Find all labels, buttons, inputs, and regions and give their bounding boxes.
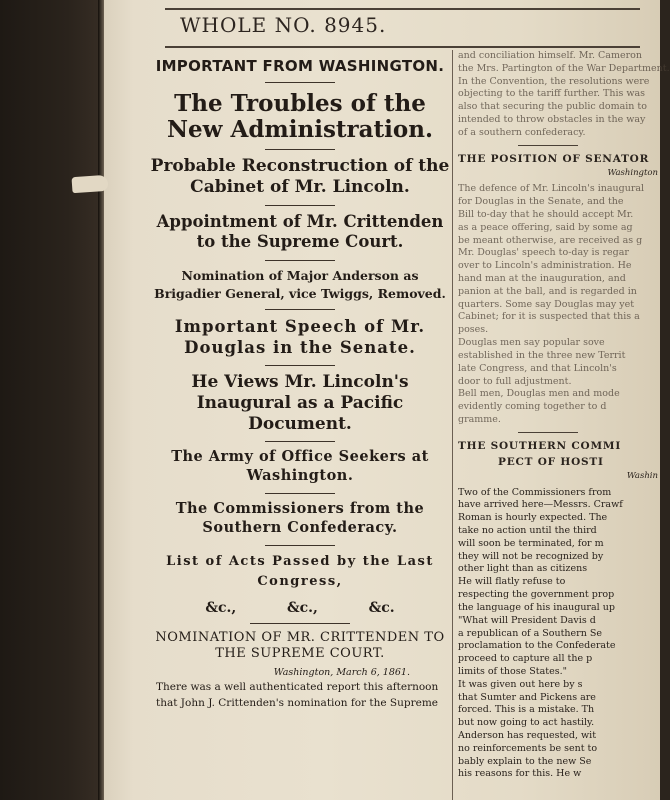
text-line: Cabinet; for it is suspected that this a [458, 311, 640, 323]
text-line: Mr. Douglas' speech to-day is regar [458, 247, 629, 259]
text-line: also that securing the public domain to [458, 101, 647, 113]
article-dateline: Washington, March 6, 1861. [273, 666, 410, 678]
etc-text: &c., [286, 600, 318, 617]
text-line: objecting to the tariff further. This was [458, 88, 646, 100]
text-line: Bell men, Douglas men and mode [458, 388, 620, 400]
headline-inaugural: He Views Mr. Lincoln's Inaugural as a Pacific Document. [191, 372, 409, 434]
text-line: evidently coming together to d [458, 401, 607, 413]
text-line: Roman is hourly expected. The [458, 512, 608, 524]
right-column-mid-text [458, 183, 658, 426]
text-line: established in the three new Territ [458, 349, 626, 361]
right-column [458, 50, 670, 781]
divider [518, 432, 578, 433]
headline-anderson: Nomination of Major Anderson as Brigadier General, vice Twiggs, Removed. [154, 268, 446, 301]
section-title: THE SOUTHERN COMMI [458, 439, 622, 452]
text-line: other light than as citizens [458, 563, 588, 575]
article-headline: NOMINATION OF MR. CRITTENDEN TO THE SUPREME COURT. [155, 630, 445, 662]
etc-row [150, 600, 450, 616]
issue-number: WHOLE NO. 8945. [180, 13, 387, 37]
text-line: intended to throw obstacles in the way [458, 114, 646, 126]
masthead-rule-bottom [165, 46, 640, 48]
headline-important: IMPORTANT FROM WASHINGTON. [155, 57, 445, 75]
text-line: bably explain to the new Se [458, 755, 592, 767]
text-line: the Mrs. Partington of the War Department. [458, 62, 670, 74]
article-body-line: that John J. Crittenden's nomination for the Supreme [156, 697, 438, 710]
headline-office-seekers: The Army of Office Seekers at Washington. [171, 448, 429, 485]
text-line: for Douglas in the Senate, and the [458, 196, 624, 208]
column-rule [452, 50, 453, 800]
text-line: have arrived here—Messrs. Crawf [458, 499, 623, 511]
section-title-cont: PECT OF HOSTI [498, 455, 604, 468]
headline-acts: List of Acts Passed by the Last Congress, [166, 553, 434, 589]
section-title: THE POSITION OF SENATOR [458, 152, 650, 165]
text-line: quarters. Some say Douglas may yet [458, 298, 635, 310]
text-line: hand man at the inauguration, and [458, 273, 626, 285]
headline-troubles: The Troubles of the New Administration. [167, 89, 433, 143]
text-line: Anderson has requested, wit [458, 730, 597, 742]
text-line: Douglas men say popular sove [458, 337, 605, 349]
text-line: gramme. [458, 413, 501, 425]
divider [518, 145, 578, 146]
text-line: door to full adjustment. [458, 375, 572, 387]
text-line: proceed to capture all the p [458, 653, 593, 665]
headline-commissioners: The Commissioners from the Southern Confederacy. [175, 500, 425, 536]
etc-text: &c., [205, 600, 237, 617]
section-dateline: Washin [626, 471, 658, 482]
divider [265, 149, 335, 150]
divider [265, 493, 335, 494]
torn-corner [71, 175, 108, 193]
text-line: late Congress, and that Lincoln's [458, 362, 617, 374]
text-line: The defence of Mr. Lincoln's inaugural [458, 183, 645, 195]
text-line: over to Lincoln's administration. He [458, 260, 632, 272]
headline-crittenden: Appointment of Mr. Crittenden to the Supreme Court. [156, 211, 444, 252]
divider [265, 365, 335, 366]
headline-douglas-speech: Important Speech of Mr. Douglas in the Senate. [174, 317, 426, 358]
text-line: respecting the government prop [458, 589, 615, 601]
divider [265, 441, 335, 442]
headline-reconstruction: Probable Reconstruction of the Cabinet of Mr. Lincoln. [150, 156, 450, 198]
divider [265, 545, 335, 546]
text-line: will soon be terminated, for m [458, 537, 604, 549]
text-line: In the Convention, the resolutions were [458, 75, 650, 87]
section-dateline: Washington [607, 167, 658, 178]
text-line: take no action until the third [458, 525, 597, 537]
text-line: no reinforcements be sent to [458, 742, 598, 754]
text-line: and conciliation himself. Mr. Cameron [458, 50, 642, 61]
text-line: be meant otherwise, are received as g [458, 234, 643, 246]
text-line: Two of the Commissioners from [458, 486, 612, 498]
text-line: forced. This is a mistake. Th [458, 704, 595, 716]
text-line: "What will President Davis d [458, 614, 596, 626]
left-column [150, 52, 450, 710]
divider [265, 82, 335, 83]
text-line: his reasons for this. He w [458, 768, 582, 780]
text-line: panion at the ball, and is regarded in [458, 285, 637, 297]
text-line: proclamation to the Confederate [458, 640, 616, 652]
divider [265, 309, 335, 310]
text-line: It was given out here by s [458, 678, 583, 690]
text-line: that Sumter and Pickens are [458, 691, 596, 703]
text-line: Bill to-day that he should accept Mr. [458, 208, 634, 220]
dark-background [0, 0, 112, 800]
page-edge [98, 0, 104, 800]
text-line: they will not be recognized by [458, 550, 604, 562]
right-column-bottom-text [458, 487, 658, 782]
text-line: as a peace offering, said by some ag [458, 221, 633, 233]
text-line: the language of his inaugural up [458, 601, 615, 613]
text-line: poses. [458, 324, 489, 336]
text-line: limits of those States." [458, 665, 567, 677]
right-column-top-text [458, 50, 670, 140]
text-line: a republican of a Southern Se [458, 627, 602, 639]
text-line: He will flatly refuse to [458, 576, 566, 588]
divider [265, 260, 335, 261]
divider [265, 205, 335, 206]
etc-text: &c. [368, 600, 395, 617]
masthead-rule-top [165, 8, 640, 10]
text-line: but now going to act hastily. [458, 717, 595, 729]
text-line: of a southern confederacy. [458, 126, 586, 138]
article-body-line: There was a well authenticated report this afternoon [156, 680, 439, 693]
divider [250, 623, 350, 624]
